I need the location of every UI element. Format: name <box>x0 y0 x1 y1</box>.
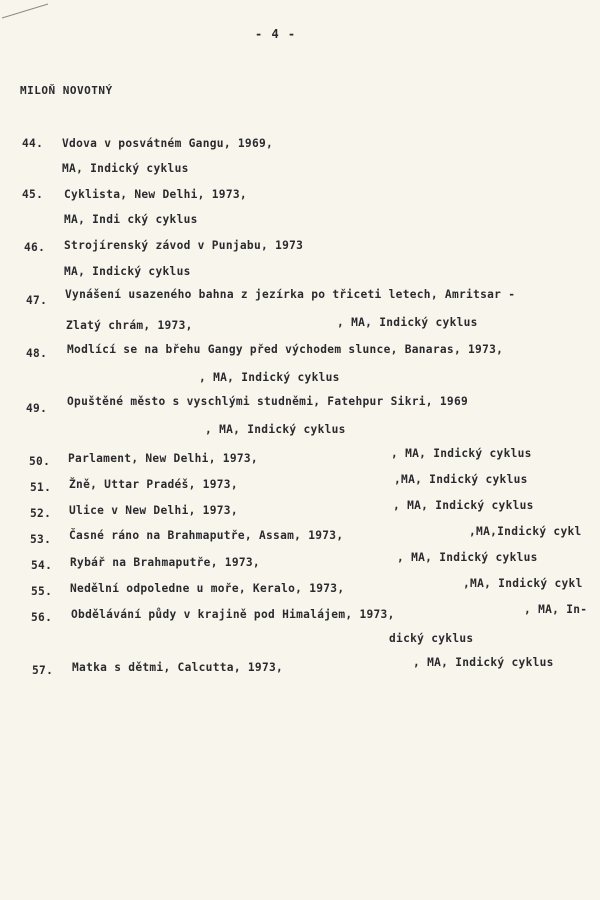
entry-number: 55. <box>31 585 53 598</box>
entry-title: Opuštěné město s vyschlými studněmi, Fatehpur Sikri, 1969 <box>67 395 469 408</box>
entry-collection: , MA, Indický cyklus <box>397 551 538 564</box>
entry-collection: ,MA,Indický cykl <box>469 525 582 538</box>
entry-title: Vdova v posvátném Gangu, 1969, <box>62 137 274 150</box>
entry-number: 52. <box>30 507 52 520</box>
entry-title: Obdělávání půdy v krajině pod Himalájem, 1973, <box>71 608 395 621</box>
entry-number: 44. <box>22 137 44 150</box>
entry-title: Rybář na Brahmaputře, 1973, <box>70 556 260 569</box>
entry-title: Strojírenský závod v Punjabu, 1973 <box>64 239 304 252</box>
entry-number: 50. <box>29 455 51 468</box>
entry-number: 46. <box>24 241 46 254</box>
entry-title: Nedělní odpoledne u moře, Keralo, 1973, <box>70 582 345 595</box>
entry-number: 56. <box>31 611 53 624</box>
entry-number: 45. <box>22 188 44 201</box>
entry-collection: , MA, Indický cyklus <box>205 423 346 436</box>
entry-detail: MA, Indický cyklus <box>64 265 191 278</box>
entry-title: Žně, Uttar Pradéš, 1973, <box>69 478 238 491</box>
entry-collection: , MA, Indický cyklus <box>337 316 478 329</box>
entry-detail: MA, Indi cký cyklus <box>64 213 198 226</box>
entry-number: 54. <box>31 559 53 572</box>
entry-title: Vynášení usazeného bahna z jezírka po třiceti letech, Amritsar - <box>65 288 516 301</box>
entry-number: 51. <box>30 481 52 494</box>
entry-number: 47. <box>26 294 48 307</box>
entry-collection-continued: dický cyklus <box>389 632 474 645</box>
corner-pencil-mark <box>0 0 60 20</box>
entry-detail: MA, Indický cyklus <box>62 162 189 175</box>
entry-collection: ,MA, Indický cyklus <box>394 473 528 486</box>
entry-collection: , MA, Indický cyklus <box>199 371 340 384</box>
entry-title: Parlament, New Delhi, 1973, <box>68 452 258 465</box>
entry-title: Modlící se na břehu Gangy před východem slunce, Banaras, 1973, <box>67 343 504 356</box>
page-number: - 4 - <box>255 27 297 41</box>
entry-title: Matka s dětmi, Calcutta, 1973, <box>72 661 284 674</box>
entry-collection: , MA, In- <box>524 603 588 616</box>
entry-title: Ulice v New Delhi, 1973, <box>69 504 238 517</box>
author-heading: MILOŇ NOVOTNÝ <box>20 84 113 97</box>
entry-collection: , MA, Indický cyklus <box>393 499 534 512</box>
entry-detail: Zlatý chrám, 1973, <box>66 319 193 332</box>
entry-number: 57. <box>32 664 54 677</box>
entry-collection: ,MA, Indický cykl <box>463 577 583 590</box>
entry-number: 49. <box>26 402 48 415</box>
entry-number: 48. <box>26 347 48 360</box>
entry-collection: , MA, Indický cyklus <box>391 447 532 460</box>
entry-number: 53. <box>30 533 52 546</box>
entry-title: Časné ráno na Brahmaputře, Assam, 1973, <box>69 529 344 542</box>
entry-collection: , MA, Indický cyklus <box>413 656 554 669</box>
entry-title: Cyklista, New Delhi, 1973, <box>64 188 247 201</box>
